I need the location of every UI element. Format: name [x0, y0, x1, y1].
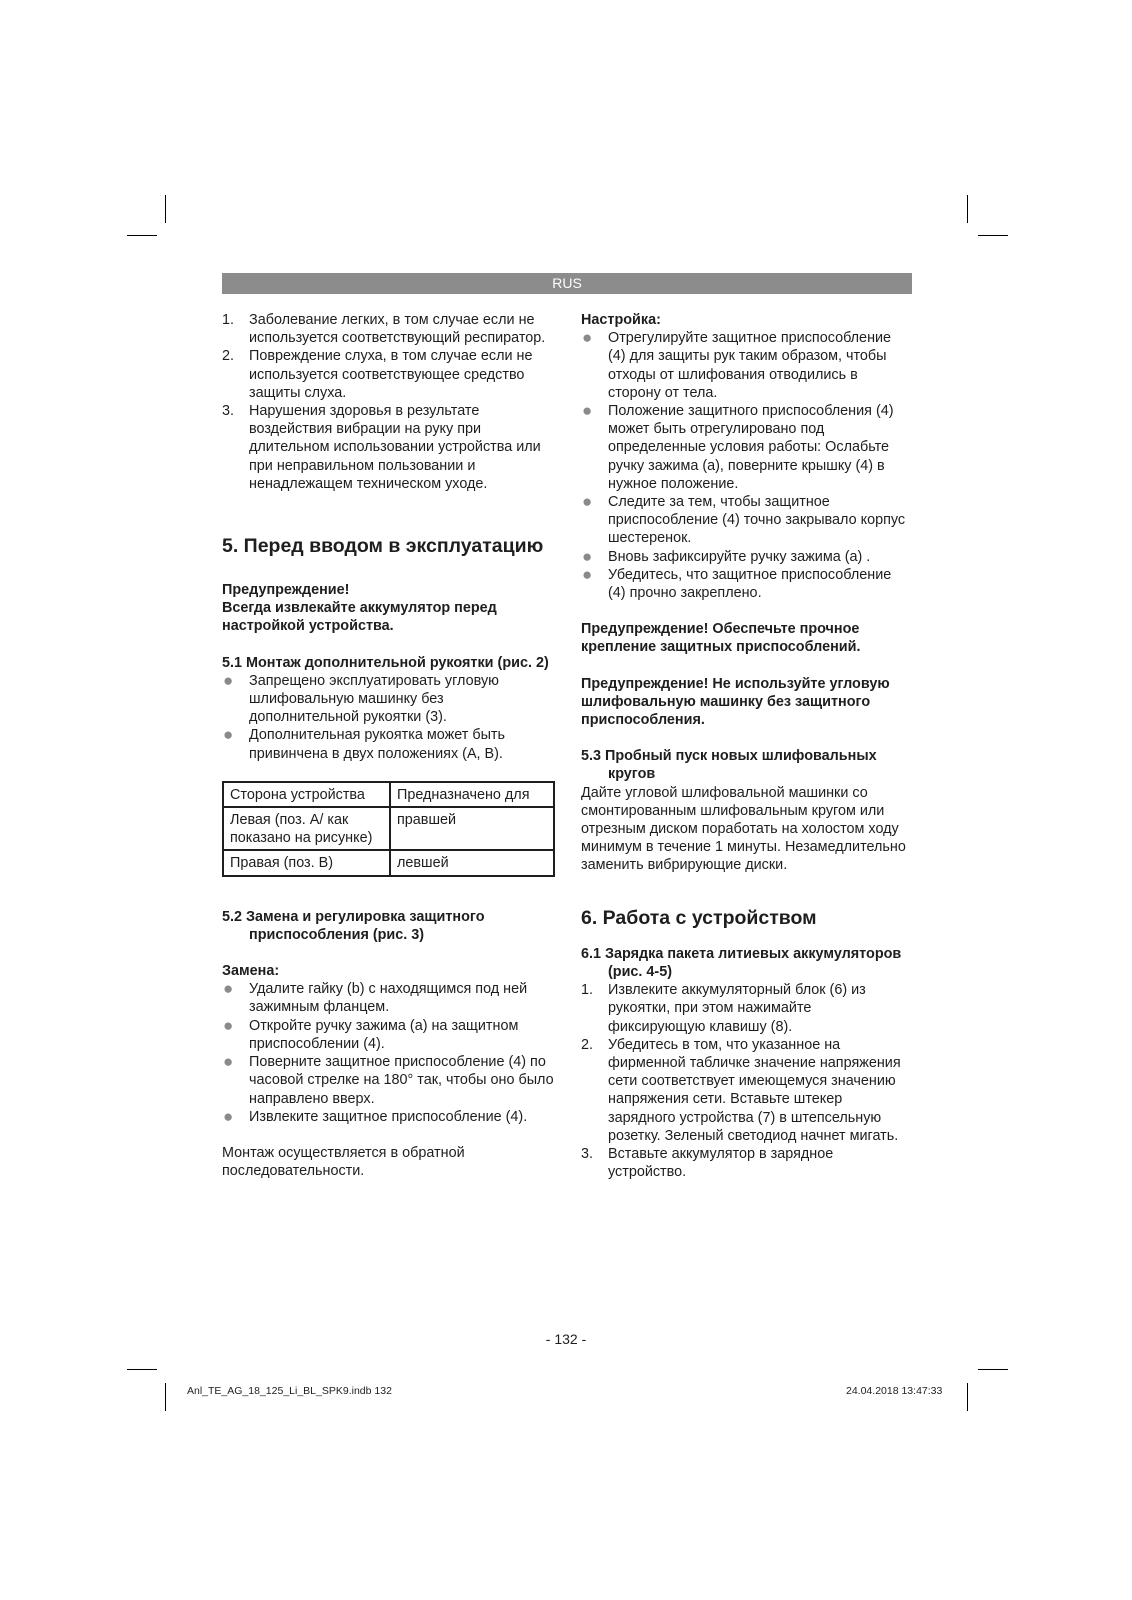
left-column [222, 311, 557, 1180]
crop-mark [127, 235, 157, 236]
table-header-cell: Предназначено для [390, 782, 554, 807]
bullet-item [581, 329, 911, 402]
list-number: 3. [581, 1145, 594, 1162]
bullet-icon: ● [223, 725, 234, 745]
replace-title: Замена: [222, 963, 280, 980]
list-item [581, 1145, 911, 1181]
list-item-text: Заболевание легких, в том случае если не используется соответствующий респиратор. [249, 312, 546, 347]
bullet-item [581, 402, 911, 493]
table-header-cell: Сторона устройства [223, 782, 390, 807]
bullet-text: Следите за тем, чтобы защитное приспособление (4) точно закрывало корпус шестеренок. [608, 494, 906, 547]
bullet-icon: ● [223, 1052, 234, 1072]
footer-file-name: Anl_TE_AG_18_125_Li_BL_SPK9.indb 132 [187, 1385, 392, 1397]
bullet-item [581, 566, 911, 602]
bullet-icon: ● [223, 979, 234, 999]
crop-mark [967, 1383, 968, 1411]
list-item [581, 981, 911, 1036]
section-5-2-title: 5.2 Замена и регулировка защитного приспособления (рис. 3) [222, 908, 485, 943]
bullet-icon: ● [223, 1106, 234, 1126]
setup-title: Настройка: [581, 312, 661, 328]
bullet-icon: ● [582, 564, 593, 584]
footer-datetime: 24.04.2018 13:47:33 [846, 1385, 943, 1397]
list-item [222, 347, 557, 402]
bullet-text: Извлеките защитное приспособление (4). [249, 1108, 528, 1125]
warning-no-guard: Предупреждение! Не используйте угловую шлифовальную машинку без защитного приспособления. [581, 675, 890, 729]
list-number: 2. [222, 348, 235, 365]
table-cell: Левая (поз. A/ как показано на рисунке) [223, 807, 390, 850]
crop-mark [978, 1369, 1008, 1370]
crop-mark [165, 195, 166, 223]
list-item [222, 402, 557, 493]
bullet-item [222, 1108, 557, 1126]
list-item-text: Повреждение слуха, в том случае если не используется соответствующее средство защиты слуха. [249, 348, 533, 401]
list-item-text: Извлеките аккумуляторный блок (6) из рукоятки, при этом нажимайте фиксирующую клавишу (8). [608, 982, 866, 1035]
section-5-3-title: 5.3 Пробный пуск новых шлифовальных кругов [581, 748, 877, 783]
list-item-text: Убедитесь в том, что указанное на фирменной табличке значение напряжения сети соответствует имеющемуся значению напряжения сети. Вставьте штекер зарядного устройства (7) в штепсельную розетку. Зеленый светодиод начнет мигать. [608, 1036, 901, 1144]
bullet-item [581, 493, 911, 548]
list-number: 1. [222, 312, 235, 328]
bullet-icon: ● [223, 670, 234, 690]
bullet-text: Откройте ручку зажима (a) на защитном приспособлении (4). [249, 1017, 519, 1052]
bullet-item [222, 1053, 557, 1108]
page-number: - 132 - [545, 1331, 587, 1347]
section-6-title: 6. Работа с устройством [581, 906, 817, 929]
handle-position-table [222, 781, 555, 877]
bullet-item [581, 548, 911, 566]
bullet-text: Положение защитного приспособления (4) может быть отрегулировано под определенные условия работы: Ослабьте ручку зажима (a), поверните крышку (4) в нужное положение. [608, 403, 894, 492]
bullet-icon: ● [223, 1015, 234, 1035]
section-5-3-text: Дайте угловой шлифовальной машинки со смонтированным шлифовальным кругом или отрезным диском поработать на холостом ходу минимум в течение 1 минуты. Незамедлительно заменить вибрирующие диски. [581, 784, 906, 874]
table-cell: правшей [390, 807, 554, 850]
charging-steps-list [581, 981, 911, 1181]
bullet-text: Отрегулируйте защитное приспособление (4) для защиты рук таким образом, чтобы отходы от шлифования отводились в сторону от тела. [608, 330, 892, 401]
warning-secure-guard: Предупреждение! Обеспечьте прочное крепление защитных приспособлений. [581, 621, 861, 656]
bullet-icon: ● [582, 401, 593, 421]
list-number: 1. [581, 982, 594, 999]
bullet-item [222, 672, 557, 727]
warning-title: Предупреждение! [222, 582, 350, 599]
crop-mark [978, 235, 1008, 236]
crop-mark [127, 1369, 157, 1370]
right-column [581, 311, 911, 1181]
table-row [223, 850, 554, 875]
health-risks-list [222, 311, 557, 493]
list-item [222, 311, 557, 347]
list-item-text: Нарушения здоровья в результате воздействия вибрации на руку при длительном использовании устройства или при неправильном пользовании и ненадлежащем техническом уходе. [249, 403, 541, 492]
setup-bullets [581, 329, 911, 602]
bullet-item [222, 1017, 557, 1053]
language-header-bar [222, 273, 912, 294]
table-cell: левшей [390, 850, 554, 875]
replace-bullets [222, 980, 557, 1126]
section-6-1-title: 6.1 Зарядка пакета литиевых аккумуляторов (рис. 4-5) [581, 945, 902, 980]
section-5-1-title: 5.1 Монтаж дополнительной рукоятки (рис. 2) [222, 654, 549, 671]
section-5-1-bullets [222, 672, 557, 763]
crop-mark [165, 1383, 166, 1411]
bullet-text: Запрещено эксплуатировать угловую шлифовальную машинку без дополнительной рукоятки (3). [249, 672, 499, 726]
list-number: 3. [222, 403, 235, 420]
bullet-item [222, 980, 557, 1016]
section-5-title: 5. Перед вводом в эксплуатацию [222, 535, 544, 558]
table-row [223, 807, 554, 850]
bullet-text: Удалите гайку (b) с находящимся под ней зажимным фланцем. [249, 981, 528, 1016]
assembly-note: Монтаж осуществляется в обратной последовательности. [222, 1144, 465, 1180]
language-label: RUS [552, 275, 582, 291]
crop-mark [967, 195, 968, 223]
list-item-text: Вставьте аккумулятор в зарядное устройство. [608, 1145, 834, 1181]
bullet-icon: ● [582, 328, 593, 348]
bullet-icon: ● [582, 546, 593, 566]
table-header-row [223, 782, 554, 807]
table-cell: Правая (поз. B) [223, 850, 390, 875]
bullet-icon: ● [582, 492, 593, 512]
warning-text: Всегда извлекайте аккумулятор перед настройкой устройства. [222, 600, 497, 635]
bullet-text: Поверните защитное приспособление (4) по часовой стрелке на 180° так, чтобы оно было направлено вверх. [249, 1054, 554, 1107]
list-item [581, 1036, 911, 1145]
bullet-text: Дополнительная рукоятка может быть привинчена в двух положениях (A, B). [249, 727, 506, 762]
bullet-item [222, 726, 557, 762]
bullet-text: Вновь зафиксируйте ручку зажима (a) . [608, 548, 871, 565]
list-number: 2. [581, 1036, 594, 1053]
bullet-text: Убедитесь, что защитное приспособление (4) прочно закреплено. [608, 566, 892, 602]
